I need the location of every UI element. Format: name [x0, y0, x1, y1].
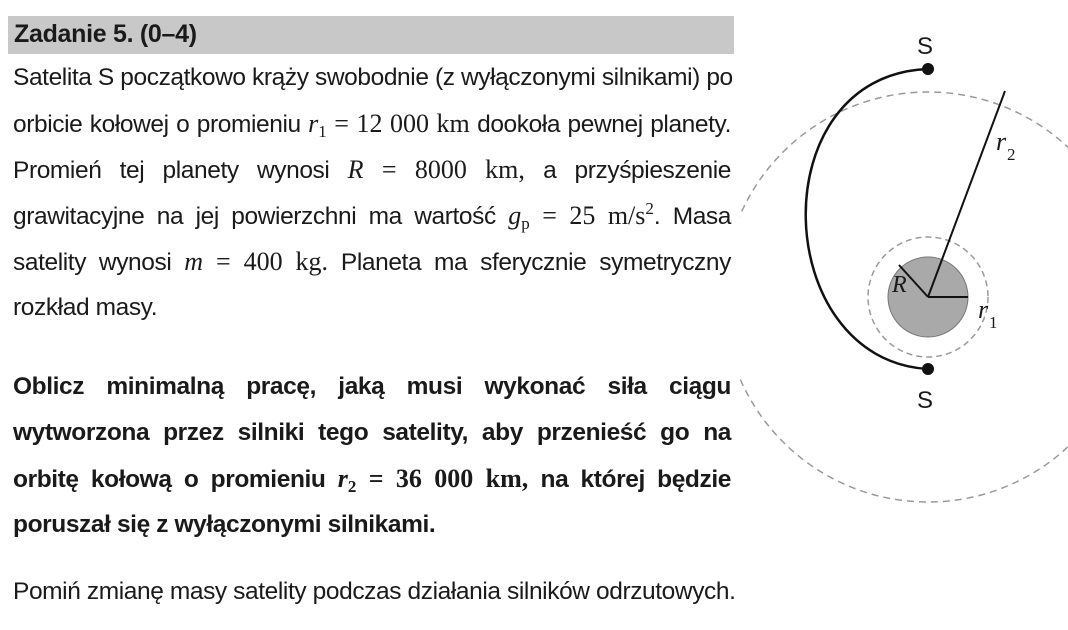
satellite-top-marker [922, 63, 934, 75]
r1-label-subscript: 1 [989, 313, 998, 332]
r2-radius-line [928, 91, 1005, 297]
satellite-bottom-marker [922, 363, 934, 375]
satellite-top-label: S [917, 33, 934, 60]
mass-formula: m = 400 kg. [184, 247, 329, 276]
task-header [8, 16, 734, 54]
instruction-line-4: poruszał się z wyłączonymi silnikami. [13, 511, 436, 538]
description-line-3: Promień tej planety wynosi R = 8000 km, a przyśpieszenie [13, 155, 731, 184]
description-line-6: rozkład masy. [13, 294, 158, 321]
instruction-line-1: Oblicz minimalną pracę, jaką musi wykonać siła ciągu [13, 373, 731, 400]
r2-label-subscript: 2 [1007, 145, 1016, 164]
footnote: Pomiń zmianę masy satelity podczas działania silników odrzutowych. [13, 578, 736, 605]
gravity-formula: $g_p = 25$ $m/s^2$ [508, 199, 654, 233]
satellite-bottom-label: S [917, 387, 934, 414]
instruction-line-3: orbitę kołową o promieniu $r_2 = 36$ 000 km, na której będzie [13, 464, 731, 496]
planet-radius-formula: R = 8000 km, [347, 155, 525, 184]
description-line-4: grawitacyjne na jej powierzchni ma wartość $g_p = 25$ $m/s^2$. Masa [13, 199, 732, 233]
r2-label: r [996, 127, 1007, 156]
description-line-5: satelity wynosi m = 400 kg. Planeta ma sferycznie symetryczny [13, 247, 731, 276]
orbit-diagram [740, 20, 1068, 625]
task-title: Zadanie 5. (0–4) [14, 20, 197, 48]
task-instruction [13, 364, 731, 548]
description-line-1: Satelita S początkowo krąży swobodnie (z wyłączonymi silnikami) po [13, 64, 733, 91]
r1-label: r [978, 295, 989, 324]
instruction-line-2: wytworzona przez silniki tego satelity, aby przenieść go na [13, 419, 731, 446]
problem-description [13, 55, 731, 331]
description-line-2: orbicie kołowej o promieniu $r_1 = 12$ 000 km dookoła pewnej planety. [13, 109, 731, 141]
r1-formula: $r_1 = 12$ 000 km [308, 109, 470, 141]
planet-radius-label: R [892, 272, 907, 298]
r2-formula: $r_2 = 36$ 000 km, [337, 464, 529, 496]
